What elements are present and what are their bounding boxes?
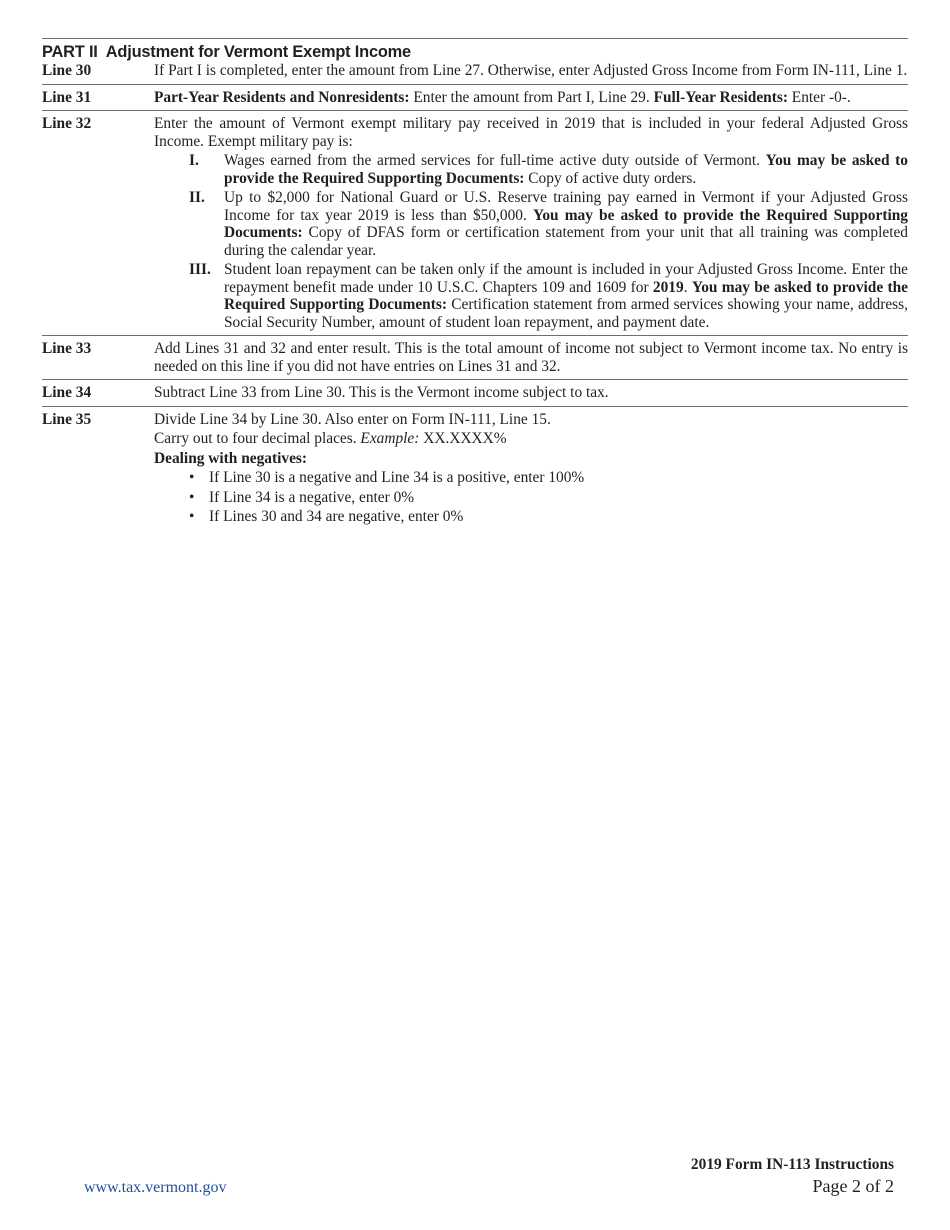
item-ii-number: II. — [189, 189, 205, 206]
instructions-page — [42, 38, 908, 534]
list-item — [189, 489, 908, 507]
line-31-bold-2: Full-Year Residents: — [653, 88, 788, 106]
item-ii-text-1: Up to $2,000 for National Guard or U.S. Reserve training pay earned in Vermont if your Adjusted Gross Income for tax year 2019 is less than $50,000. — [224, 189, 908, 224]
line-35-label: Line 35 — [42, 410, 92, 428]
item-ii — [189, 189, 908, 259]
list-item-text: If Lines 30 and 34 are negative, enter 0% — [209, 508, 464, 525]
page-number: Page 2 of 2 — [812, 1176, 894, 1196]
negatives-heading-text: Dealing with negatives: — [154, 449, 308, 467]
negatives-list — [189, 469, 908, 526]
line-31-text-2: Enter -0-. — [787, 88, 851, 106]
part-label: PART II — [42, 43, 98, 61]
line-30-row — [42, 62, 908, 85]
bullet: • — [189, 469, 195, 486]
line-33-text: Add Lines 31 and 32 and enter result. This is the total amount of income not subject to Vermont income tax. No entry is needed on this line if you did not have entries on Lines 31 and 32. — [154, 340, 908, 375]
line-30-label: Line 30 — [42, 62, 92, 79]
item-ii-bold: You may be asked to provide the Required Supporting Documents: — [224, 206, 908, 241]
line-35-decimal-note — [154, 430, 908, 448]
item-iii-text-2: . — [683, 278, 692, 296]
item-ii-text — [224, 189, 908, 259]
example-value: XX.XXXX% — [419, 430, 507, 447]
line-32-label: Line 32 — [42, 115, 92, 132]
part-title: Adjustment for Vermont Exempt Income — [105, 43, 411, 61]
item-i-number: I. — [189, 152, 199, 169]
item-i-text-1: Wages earned from the armed services for full-time active duty outside of Vermont. — [224, 152, 766, 169]
bullet: • — [189, 488, 195, 506]
item-iii-text-1: Student loan repayment can be taken only if the amount is included in your Adjusted Gross Income. Enter the repayment benefit made under 10 U.S.C. Chapters 109 and 1609 for — [224, 261, 908, 296]
line-34-text: Subtract Line 33 from Line 30. This is the Vermont income subject to tax. — [154, 384, 609, 401]
item-i-text-2: Copy of active duty orders. — [524, 169, 697, 187]
item-iii-bold-year: 2019 — [652, 278, 684, 296]
line-35-instruction: Divide Line 34 by Line 30. Also enter on Form IN-111, Line 15. — [154, 410, 551, 428]
line-31-row — [42, 85, 908, 112]
list-item-text: If Line 34 is a negative, enter 0% — [209, 488, 415, 506]
footer-info — [691, 1156, 894, 1198]
item-iii-text-3: Certification statement from armed services showing your name, address, Social Security Number, amount of student loan repayment, and payment date. — [224, 296, 908, 331]
form-title: 2019 Form IN-113 Instructions — [690, 1156, 894, 1173]
item-i — [189, 152, 908, 187]
line-34-label: Line 34 — [42, 384, 92, 401]
list-item-text: If Line 30 is a negative and Line 34 is a positive, enter 100% — [209, 469, 585, 486]
line-35-content — [154, 411, 908, 528]
website-link[interactable]: www.tax.vermont.gov — [84, 1179, 227, 1196]
item-iii-text — [224, 261, 908, 331]
item-iii-bold: You may be asked to provide the Required Supporting Documents: — [224, 278, 908, 313]
line-31-text-1: Enter the amount from Part I, Line 29. — [409, 88, 654, 106]
item-iii — [189, 261, 908, 331]
example-label: Example: — [360, 430, 420, 447]
list-item — [189, 469, 908, 487]
decimal-note-text: Carry out to four decimal places. — [154, 430, 361, 447]
line-31-text — [154, 89, 908, 107]
line-33-row — [42, 336, 908, 380]
item-i-text — [224, 152, 908, 187]
line-30-text: If Part I is completed, enter the amount from Line 27. Otherwise, enter Adjusted Gross Income from Form IN-111, Line 1. — [154, 62, 908, 79]
part-header — [42, 38, 908, 62]
item-i-bold: You may be asked to provide the Required Supporting Documents: — [224, 152, 908, 187]
line-35-row — [42, 407, 908, 534]
list-item — [189, 508, 908, 526]
line-31-label: Line 31 — [42, 88, 92, 106]
negatives-heading — [154, 450, 908, 468]
line-32-intro: Enter the amount of Vermont exempt military pay received in 2019 that is included in your federal Adjusted Gross Income. Exempt military pay is: — [154, 115, 908, 150]
line-31-bold-1: Part-Year Residents and Nonresidents: — [154, 88, 410, 106]
item-ii-text-2: Copy of DFAS form or certification statement from your unit that all training was completed during the calendar year. — [224, 224, 908, 259]
item-iii-number: III. — [189, 261, 211, 278]
line-32-content — [154, 115, 908, 331]
line-32-row — [42, 111, 908, 336]
bullet: • — [189, 508, 195, 525]
line-33-label: Line 33 — [42, 340, 92, 357]
line-34-row — [42, 380, 908, 407]
